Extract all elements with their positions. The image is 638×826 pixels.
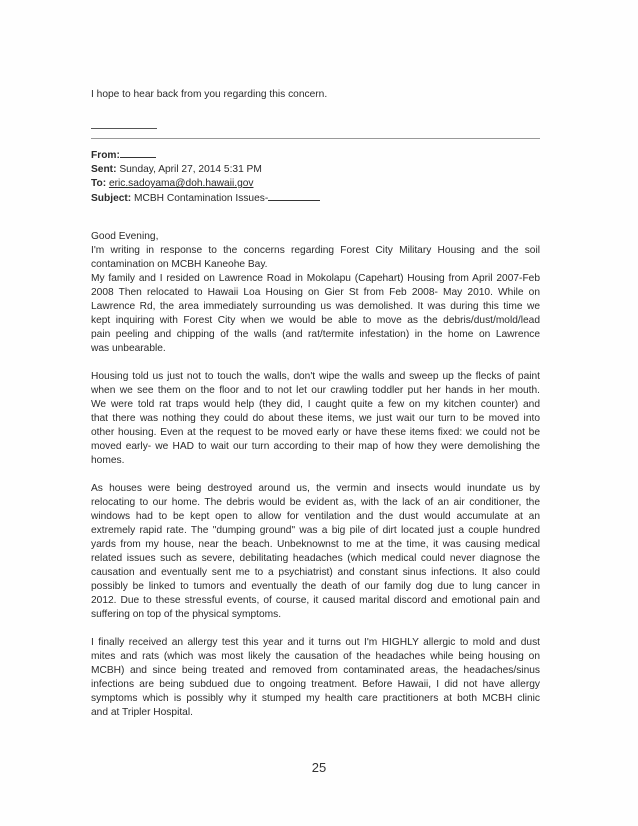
paragraph-line: As houses were being destroyed around us, the vermin and insects would inundate us by — [91, 483, 540, 494]
paragraph-line: mites and rats (which was most likely the causation of the headaches while being housing on — [91, 651, 540, 662]
paragraph-line: Lawrence Rd, the area immediately surrounding us was demolished. It was during this time we — [91, 301, 540, 312]
paragraph-line: when we see them on the floor and to not let our crawling toddler put her hands in her mouth. — [91, 385, 540, 396]
paragraph-line: contamination on MCBH Kaneohe Bay. — [91, 259, 268, 270]
paragraph-line: extremely rapid rate. The "dumping ground" was a big pile of dirt located just a couple hundred — [91, 525, 540, 536]
paragraph-line: I'm writing in response to the concerns regarding Forest City Military Housing and the soil — [91, 245, 540, 256]
paragraph-line: that there was nothing they could do about these items, we just wait our turn to be moved into — [91, 413, 540, 424]
from-redacted-blank — [120, 148, 156, 158]
intro-line: I hope to hear back from you regarding this concern. — [91, 89, 328, 100]
sent-label: Sent: — [91, 164, 117, 175]
paragraph-line: infections are being subdued due to ongoing treatment. Before Hawaii, I did not have allergy — [91, 679, 540, 690]
paragraph-line: was unbearable. — [91, 343, 166, 354]
paragraph-line: I finally received an allergy test this year and it turns out I'm HIGHLY allergic to mold and dust — [91, 637, 540, 648]
to-label: To: — [91, 178, 107, 189]
paragraph-line: suffering on top of the physical symptoms. — [91, 609, 282, 620]
to-email-link[interactable]: eric.sadoyama@doh.hawaii.gov — [108, 178, 254, 189]
paragraph-line: causation and eventually sent me to a psychiatrist) and constant sinus infections. It also could — [91, 567, 540, 578]
paragraph-line: We were told rat traps would help (they did, I caught quite a few on my kitchen counter) and — [91, 399, 540, 410]
subject-redacted-blank — [268, 191, 320, 201]
sent-value: Sunday, April 27, 2014 5:31 PM — [119, 164, 262, 175]
subject-line — [91, 191, 540, 206]
greeting: Good Evening, — [91, 231, 159, 242]
signature-redaction-line — [91, 128, 157, 129]
from-line — [91, 148, 540, 163]
paragraph-line: relocating to our home. The debris would be evident as, with the lack of an air conditioner, the — [91, 497, 540, 508]
email-header — [91, 148, 540, 206]
paragraph-line: 2012. Due to these stressful events, of course, it caused marital discord and emotional pain and — [91, 595, 540, 606]
paragraph-line: kept inquiring with Forest City when we would be able to move as the debris/dust/mold/lead — [91, 315, 540, 326]
paragraph-line: moved early- we HAD to wait our turn according to their map of how they were demolishing the — [91, 441, 540, 452]
paragraph-1 — [91, 244, 540, 356]
paragraph-line: yards from my house, near the beach. Unbeknownst to me at the time, it was causing medical — [91, 539, 540, 550]
paragraph-line: other housing. Even at the request to be moved early or have these items fixed: we could not be — [91, 427, 540, 438]
paragraph-line: 2008 Then relocated to Hawaii Loa Housing on Gier St from Feb 2008- May 2010. While on — [91, 287, 540, 298]
subject-label: Subject: — [91, 193, 132, 204]
paragraph-2 — [91, 370, 540, 468]
paragraph-line: Housing told us just not to touch the walls, don't wipe the walls and sweep up the flecks of paint — [91, 371, 540, 382]
email-separator-rule — [91, 138, 540, 139]
paragraph-line: homes. — [91, 455, 125, 466]
paragraph-line: possibly be linked to tumors and eventually the death of our family dog due to lung cancer in — [91, 581, 540, 592]
sent-line — [91, 163, 540, 177]
paragraph-3 — [91, 482, 540, 622]
paragraph-line: symptoms which is possibly why it stumped my health care practitioners at both MCBH clinic — [91, 693, 540, 704]
paragraph-4 — [91, 636, 540, 720]
paragraph-line: pain peeling and chipping of the walls (and rat/termite infestation) in the home on Lawrence — [91, 329, 540, 340]
paragraph-line: windows had to be kept open to allow for ventilation and the dust would accumulate at an — [91, 511, 540, 522]
from-label: From: — [91, 150, 120, 161]
paragraph-line: related issues such as severe, debilitating headaches (which medical could never diagnose the — [91, 553, 540, 564]
subject-value: MCBH Contamination Issues- — [134, 193, 269, 204]
letter-body — [91, 88, 540, 720]
page-number: 25 — [311, 760, 327, 775]
paragraph-line: My family and I resided on Lawrence Road in Mokolapu (Capehart) Housing from April 2007-Feb — [91, 273, 540, 284]
to-line — [91, 177, 540, 191]
paragraph-line: MCBH) and since being treated and removed from contaminated areas, the headaches/sinus — [91, 665, 540, 676]
paragraph-line: and at Tripler Hospital. — [91, 707, 193, 718]
